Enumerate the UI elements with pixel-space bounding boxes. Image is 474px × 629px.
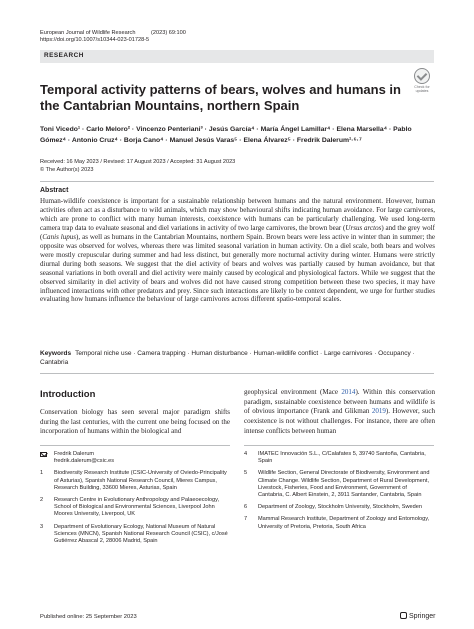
author-separator: · xyxy=(290,137,297,144)
affiliation-footnote xyxy=(40,497,230,519)
author-separator: · xyxy=(80,126,87,133)
author-separator: · xyxy=(387,126,394,133)
intro-left-column: Conservation biology has seen several major paradigm shifts during the last centuries, with the current one being focused on the incorporation of humans within the biological and xyxy=(40,408,230,436)
copyright: © The Author(s) 2023 xyxy=(40,167,94,173)
affiliation-footnote xyxy=(244,516,434,530)
history-dates: Received: 16 May 2023 / Revised: 17 August 2023 / Accepted: 31 August 2023 xyxy=(40,159,236,165)
affiliation-footnote xyxy=(40,524,230,546)
affiliation-footnote xyxy=(244,470,434,499)
footnote-number: 6 xyxy=(244,504,248,511)
species-name: Ursus arctos xyxy=(345,223,382,232)
keywords xyxy=(40,349,434,367)
author-name[interactable]: María Ángel Lamillar⁴ xyxy=(260,126,331,133)
section-label: RESEARCH xyxy=(44,52,84,59)
abstract-part: ), as well as humans in the Cantabrian Mountains, northern Spain. Brown bears were less active in winter than in summer; the opposite was observed for wolves, whereas there was limited seasonal variation in human activity. On a diel scale, both bears and wolves were mostly crepuscular during summer and had less distinct, but generally more nocturnal activity during winter. Humans were strictly diurnal during both seasons. We suggest that the diel activity of bears and wolves was partially caused by human avoidance, but that seasonal variations in both overall and diel activity were mainly caused by ecological and physiological factors. While we suggest that the observed similarity in diel activity of bears and wolves did not have caused strong competition between these two species, it may have influenced interactions with other predators and prey. Since such interactions are likely to be context dependent, we urge for further studies evaluating how humans influence the behaviour of large carnivores across different spatio-temporal scales. xyxy=(40,232,435,304)
citation-link[interactable]: 2019 xyxy=(371,407,386,416)
journal-name: European Journal of Wildlife Research xyxy=(40,30,136,36)
doi-link[interactable]: https://doi.org/10.1007/s10344-023-01728-5 xyxy=(40,37,150,43)
introduction-heading: Introduction xyxy=(40,389,96,400)
footnote-text: Biodiversity Research Institute (CSIC-University of Oviedo-Principality of Asturias), Spanish National Research Council, Mieres Campus, Research Building, 33600 Mieres, Asturias, Spain xyxy=(54,470,227,491)
publisher-logo xyxy=(400,612,435,620)
author-list xyxy=(40,124,432,146)
author-name[interactable]: Borja Cano⁴ xyxy=(123,137,164,144)
author-separator: · xyxy=(237,137,244,144)
check-for-updates-button[interactable] xyxy=(410,68,434,93)
intro-text: ). Within this conservation paradigm, sustainable coexistence between humans and wildlife is of obvious importance (Frank and Glikman xyxy=(244,388,435,416)
footnote-divider xyxy=(40,445,230,446)
affiliation-footnote xyxy=(40,451,230,465)
citation-link[interactable]: 2014 xyxy=(341,388,356,396)
email-link[interactable]: fredrik.dalerum@csic.es xyxy=(54,458,115,465)
article-title: Temporal activity patterns of bears, wolves and humans in the Cantabrian Mountains, northern Spain xyxy=(40,82,401,113)
intro-right-column xyxy=(244,388,435,437)
section-label-bar xyxy=(40,50,434,63)
author-name[interactable]: Antonio Cruz⁴ xyxy=(71,137,118,144)
author-name[interactable]: Elena Marsella⁴ xyxy=(336,126,388,133)
journal-volume: (2023) 69:100 xyxy=(151,30,186,36)
divider xyxy=(40,181,434,182)
intro-text: ). However, such coexistence is not without challenges. For instance, there are often intense conflicts between human xyxy=(244,407,436,435)
author-name[interactable]: Toni Vicedo¹ xyxy=(40,126,81,133)
author-name[interactable]: Fredrik Dalerum¹·⁶·⁷ xyxy=(296,137,362,144)
author-separator: · xyxy=(254,126,261,133)
abstract-heading: Abstract xyxy=(40,187,69,194)
author-separator: · xyxy=(163,137,170,144)
author-separator: · xyxy=(66,137,72,144)
footnote-number: 4 xyxy=(244,451,248,457)
keywords-label: Keywords xyxy=(40,350,72,357)
divider xyxy=(40,373,434,374)
footnote-text: Wildlife Section, General Directorate of Biodiversity, Environment and Climate Change. Wildlife Section, Department of Rural Development, Livestock, Fisheries, Food and Environment, Government of Cantabria, C. Albert Einstein, 2, 3911 Santander, Cantabria, Spain xyxy=(258,470,430,499)
author-separator: · xyxy=(130,126,137,133)
author-name[interactable]: Carlo Meloro² xyxy=(86,126,131,133)
affiliation-footnote xyxy=(244,451,434,465)
footnote-number: 2 xyxy=(40,497,44,504)
footnote-text: IMATEC Innovación S.L., C/Calafates 5, 39740 Santoña, Cantabria, Spain xyxy=(258,451,426,465)
article-dates xyxy=(40,158,235,174)
footnote-number: 3 xyxy=(40,523,44,530)
footnote-text: Mammal Research Institute, Department of Zoology and Entomology, University of Pretoria, Pretoria, South Africa xyxy=(258,516,430,530)
abstract-part: Human-wildlife coexistence is important for a sustainable relationship between humans and the natural environment. However, human activities often act as a disturbance to wild animals, which may show behavioural shifts indicating human avoidance. For large carnivores, which are prone to conflict with many human interests, coexistence with humans can be particularly challenging. We used long-term camera trap data to evaluate seasonal and diel variations in activity of two large carnivores, the brown bear ( xyxy=(40,197,435,232)
keywords-text: Temporal niche use · Camera trapping · Human disturbance · Human-wildlife conflict · Large carnivores · Occupancy · Cantabria xyxy=(40,350,415,366)
affiliation-footnote xyxy=(244,504,434,511)
author-separator: · xyxy=(117,137,124,144)
species-name: Canis lupus xyxy=(42,232,77,241)
footnote-divider xyxy=(244,445,434,446)
intro-text: geophysical environment (Mace xyxy=(244,388,342,396)
author-separator: · xyxy=(202,126,209,133)
check-updates-label: Check for updates xyxy=(414,85,430,94)
footnote-text: Department of Evolutionary Ecology, National Museum of Natural Sciences (MNCN), Spanish National Research Council (CSIC), c/José Gutiérrez Abascal 2, 28006 Madrid, Spain xyxy=(54,523,228,545)
author-name[interactable]: Vincenzo Penteriani³ xyxy=(136,126,203,133)
author-name[interactable]: Manuel Jesús Varas⁵ xyxy=(169,137,238,144)
footnote-number: 5 xyxy=(244,470,248,477)
publisher-name: Springer xyxy=(409,613,436,620)
footnote-text: Research Centre in Evolutionary Anthropology and Palaeoecology, School of Biological and Environmental Sciences, Liverpool John Moores University, Liverpool, UK xyxy=(54,497,220,518)
check-updates-icon xyxy=(414,68,430,84)
author-separator: · xyxy=(330,126,337,133)
springer-horse-icon xyxy=(400,612,407,619)
affiliations-right xyxy=(244,451,434,536)
affiliation-footnote xyxy=(40,470,230,492)
author-name[interactable]: Elena Álvarez⁵ xyxy=(243,137,291,144)
email-icon xyxy=(40,452,47,457)
affiliations-left xyxy=(40,451,230,550)
footnote-number: 7 xyxy=(244,516,248,523)
footnote-text: Fredrik Dalerum xyxy=(54,451,95,457)
abstract-text xyxy=(40,197,435,304)
footnote-text: Department of Zoology, Stockholm University, Stockholm, Sweden xyxy=(258,504,422,511)
author-name[interactable]: Jesús García⁴ xyxy=(208,126,255,133)
footnote-number: 1 xyxy=(40,470,44,477)
abstract-part: ) and the grey wolf ( xyxy=(40,223,435,241)
published-date: Published online: 25 September 2023 xyxy=(40,614,137,620)
author-name[interactable]: Pablo Gómez⁴ xyxy=(40,126,412,144)
